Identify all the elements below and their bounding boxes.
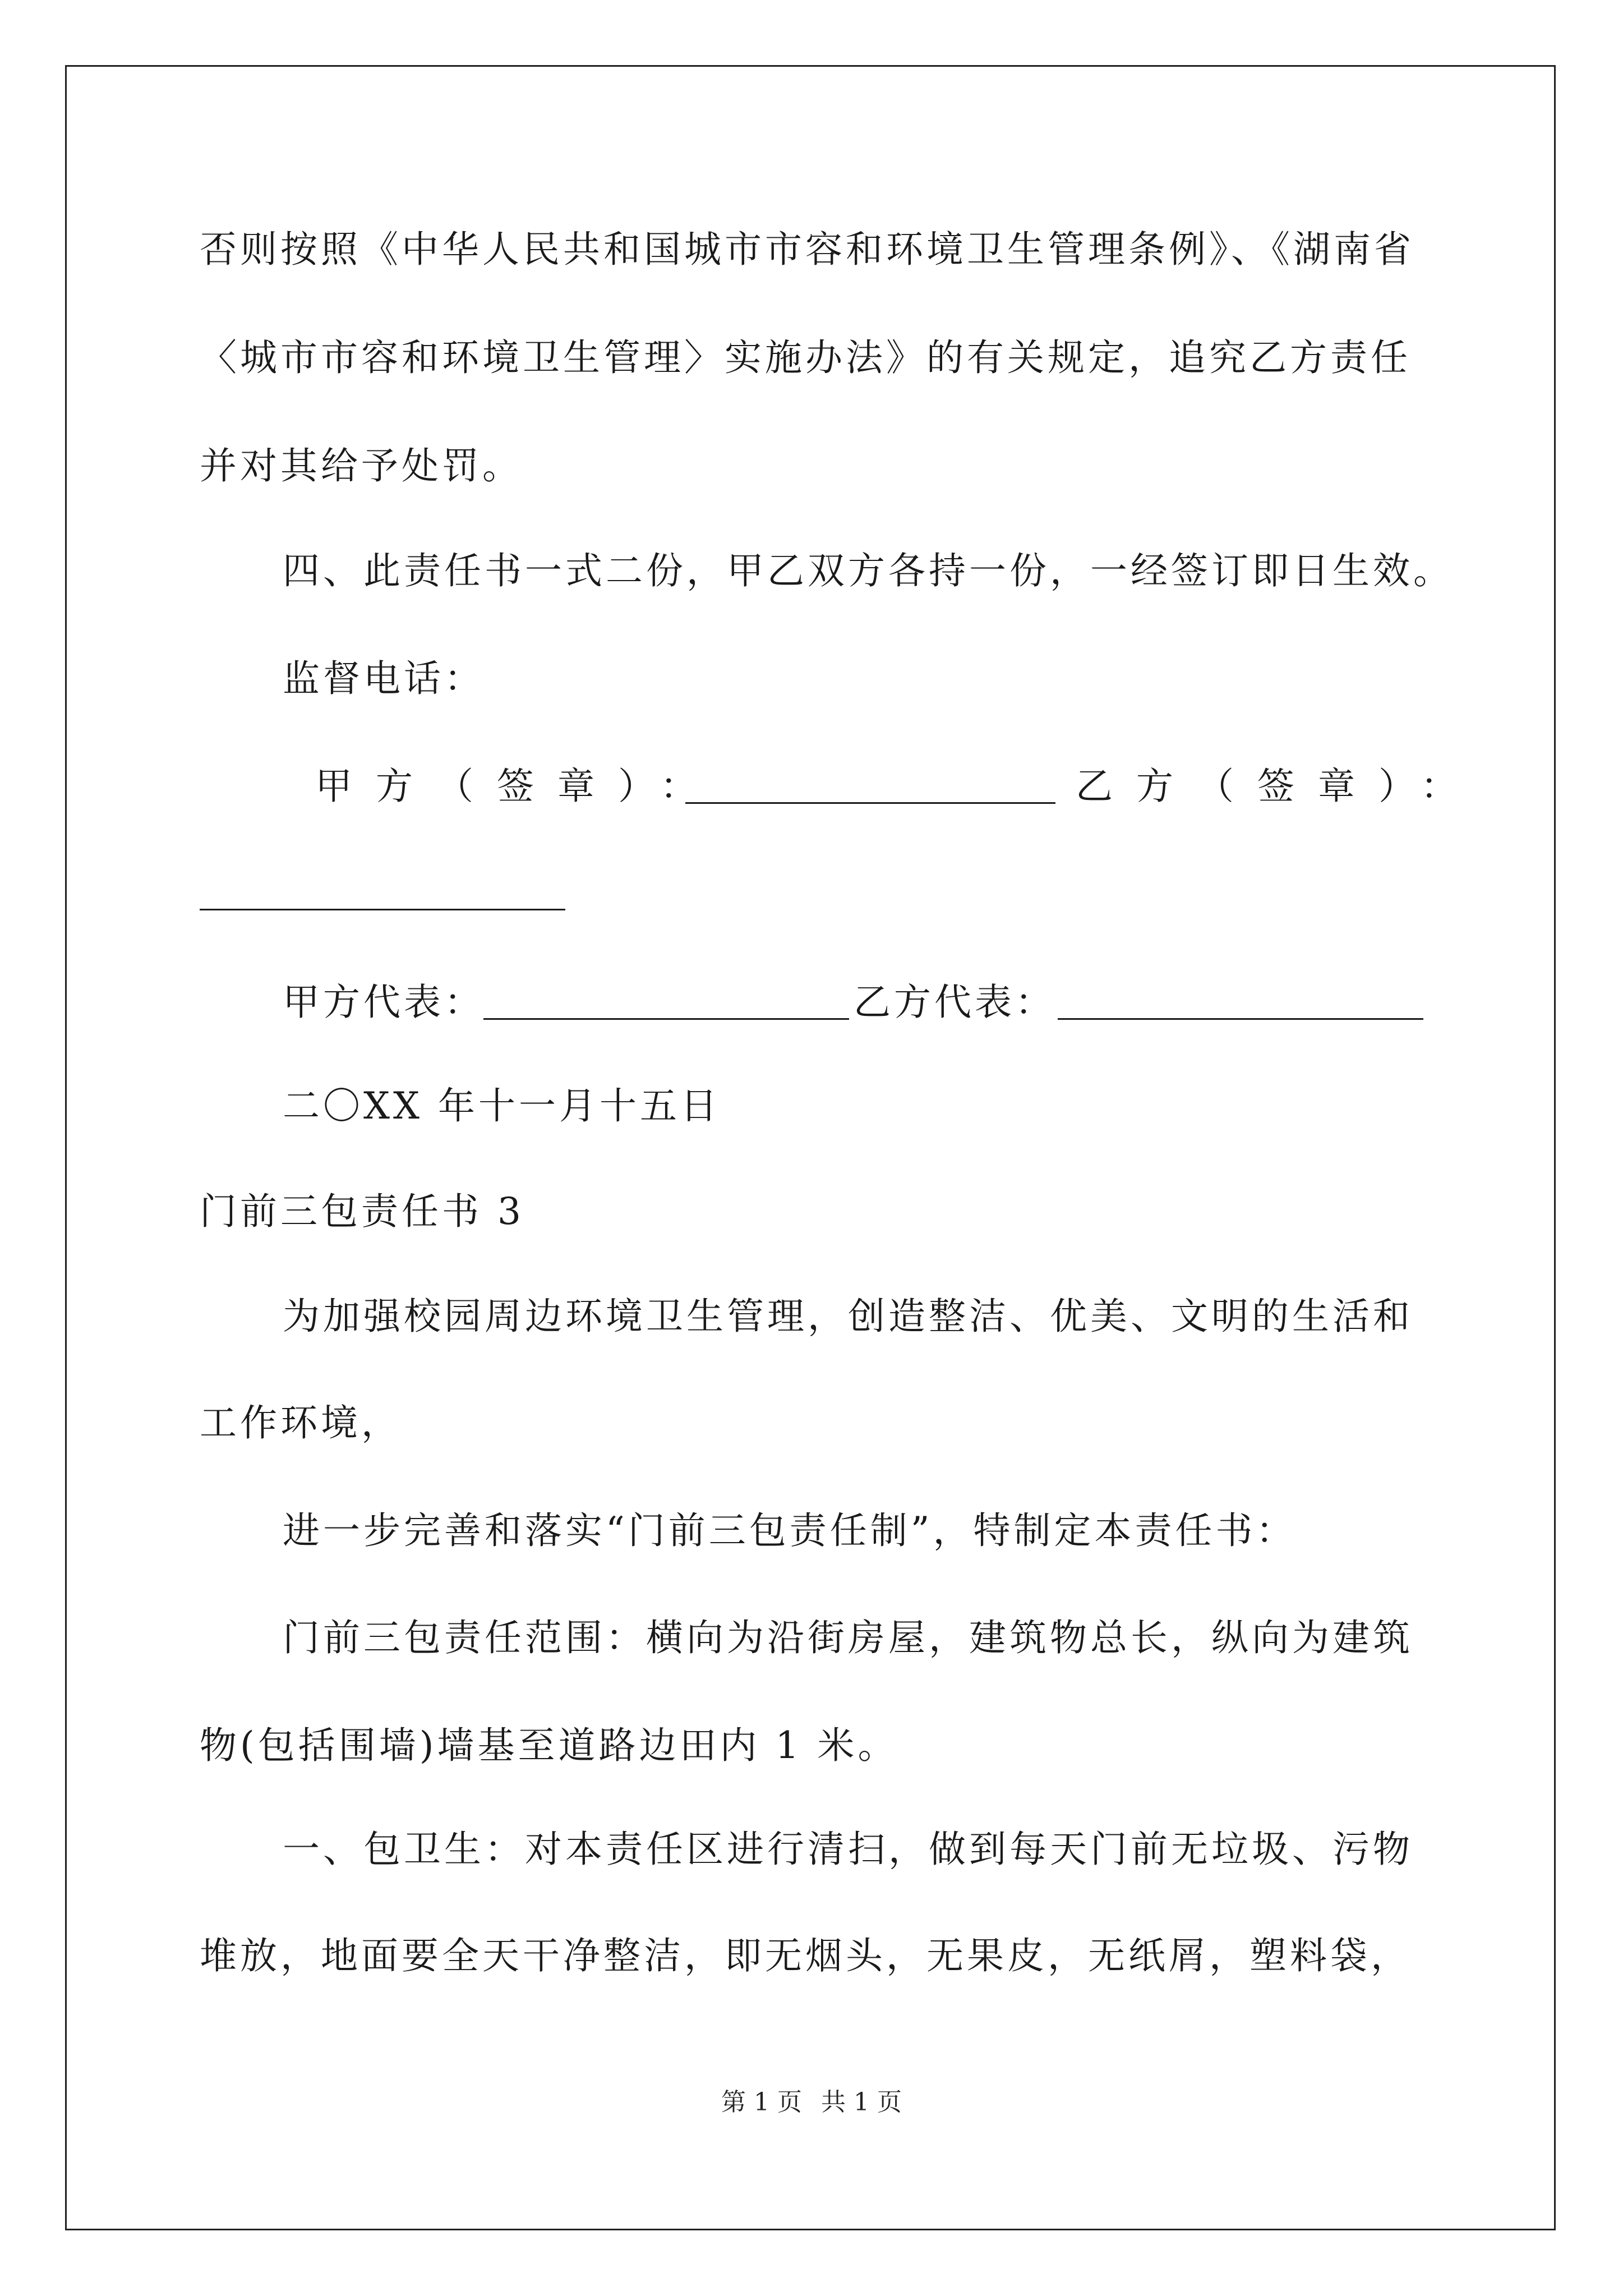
paragraph-line: 工作环境，	[200, 1401, 402, 1444]
paragraph-line: 并对其给予处罚。	[200, 444, 523, 487]
paragraph-line: 〈城市市容和环境卫生管理〉实施办法》的有关规定，追究乙方责任	[200, 336, 1411, 379]
page-number: 第 1 页	[721, 2088, 802, 2116]
signature-blank	[200, 875, 565, 910]
signature-blank	[685, 769, 1055, 804]
page-footer	[0, 2087, 1623, 2118]
paragraph-line: 物(包括围墙)墙基至道路边田内 1 米。	[200, 1724, 898, 1767]
party-a-seal-label: 甲方（签章）：	[315, 765, 721, 808]
signature-blank	[1058, 984, 1423, 1020]
paragraph-line: 为加强校园周边环境卫生管理，创造整洁、优美、文明的生活和	[283, 1295, 1413, 1338]
party-b-seal-label: 乙方（签章）：	[1076, 765, 1481, 808]
paragraph-line: 进一步完善和落实“门前三包责任制”，特制定本责任书：	[283, 1509, 1297, 1552]
paragraph-line: 堆放，地面要全天干净整洁，即无烟头，无果皮，无纸屑，塑料袋，	[200, 1934, 1411, 1977]
page-total: 共 1 页	[821, 2088, 902, 2116]
party-b-rep-label: 乙方代表：	[854, 981, 1055, 1024]
signature-blank	[483, 984, 849, 1020]
paragraph-line: 一、包卫生：对本责任区进行清扫，做到每天门前无垃圾、污物	[283, 1828, 1413, 1871]
page-border	[65, 65, 1556, 2230]
paragraph-line: 门前三包责任范围：横向为沿街房屋，建筑物总长，纵向为建筑	[283, 1616, 1413, 1659]
party-a-rep-label: 甲方代表：	[283, 981, 485, 1024]
paragraph-line: 四、此责任书一式二份，甲乙双方各持一份，一经签订即日生效。	[283, 549, 1454, 592]
paragraph-line: 否则按照《中华人民共和国城市市容和环境卫生管理条例》、《湖南省	[200, 228, 1414, 271]
section-title: 门前三包责任书 3	[200, 1190, 524, 1233]
paragraph-line: 监督电话：	[283, 657, 485, 700]
date-line: 二〇XX 年十一月十五日	[283, 1084, 721, 1128]
